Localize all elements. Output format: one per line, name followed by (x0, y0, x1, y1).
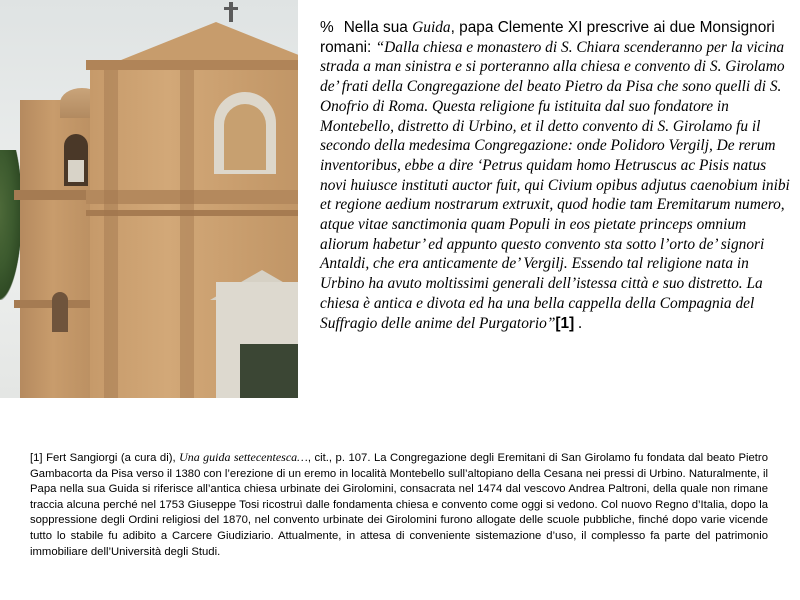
footnote-reference-link[interactable]: [1] (555, 314, 575, 332)
cross-icon (229, 2, 233, 22)
footnote-marker[interactable]: [1] (30, 452, 43, 464)
footnote-body: , cit., p. 107. La Congregazione degli Eremitani di San Girolamo fu fondata dal beato Pietro Gambacorta da Pisa verso il 1380 con l’erezione di un eremo in località Montebello sull’altopiano della Cesana nei pressi di Urbino. Naturalmente, il Papa nella sua Guida si riferisce all’antica chiesa urbinate dei Girolomini, consacrata nel 1474 dal vescovo Andrea Paltroni, della quale non rimane traccia alcuna perché nel 1753 Giuseppe Tosi ricostruì dalle fondamenta chiesa e convento come oggi si vedono. Col nuovo Regno d’Italia, dopo la soppressione degli Ordini religiosi del 1870, nel convento urbinate dei Girolomini furono allogate delle scuole pubbliche, finché dopo varie vicende tutto lo stabile fu adibito a Carcere Giudiziario. Attualmente, in attesa di conveniente sistemazione d’uso, il complesso fa parte del patrimonio immobiliare dell’Università degli Studi. (30, 452, 768, 558)
lead-text-continued: , papa Clemente XI prescrive ai due Monsignori romani: (320, 19, 775, 56)
closing-period: . (574, 314, 582, 332)
tree (0, 150, 22, 300)
church-door (240, 344, 298, 398)
church-photo (0, 0, 298, 398)
facade-cornice-top (86, 60, 298, 70)
footnote-book-title: Una guida settecentesca… (179, 450, 308, 464)
footnote-citation: Fert Sangiorgi (a cura di), (42, 452, 180, 464)
bell (68, 160, 84, 182)
main-paragraph (320, 18, 790, 333)
facade-window (224, 104, 266, 170)
lead-text: Nella sua (343, 19, 413, 36)
footnote (30, 450, 768, 560)
pilaster (104, 70, 118, 398)
bullet-mark: % (320, 19, 334, 36)
tower-window (52, 292, 68, 332)
pilaster (180, 70, 194, 398)
guida-word: Guida (412, 19, 451, 36)
quotation: “Dalla chiesa e monastero di S. Chiara scenderanno per la vicina strada a man sinistra e si porteranno alla chiesa e convento di S. Girolamo de’ frati della Congregazione del beato Pietro da Pisa che sono quelli di S. Onofrio di Roma. Questa religione fu istituita dal suo fondatore in Montebello, distretto di Urbino, et il detto convento di S. Girolamo fu il secondo della medesima Congregazione: onde Polidoro Vergilj, De rerum inventoribus, ebbe a dire ‘Petrus quidam homo Hetruscus ac Pisis natus novi huiusce instituti auctor fuit, qui Civium opibus adjutus caenobium inibi et regione aedium nostrarum extruxit, quod hodie tam Eremitarum numero, atque vitae sanctimonia quam Populi in eos pietate princeps omnium aliorum habetur’ ed appunto questo convento sta sotto l’orto de’ signori Antaldi, che era anticamente de’ Vergilj. Essendo tal religione nata in Urbino ha avuto moltissimi generali dell’istessa città e suo distretto. La chiesa è antica e divota ed ha una bella cappella della Compagnia del Suffragio delle anime del Purgatorio” (320, 38, 790, 332)
